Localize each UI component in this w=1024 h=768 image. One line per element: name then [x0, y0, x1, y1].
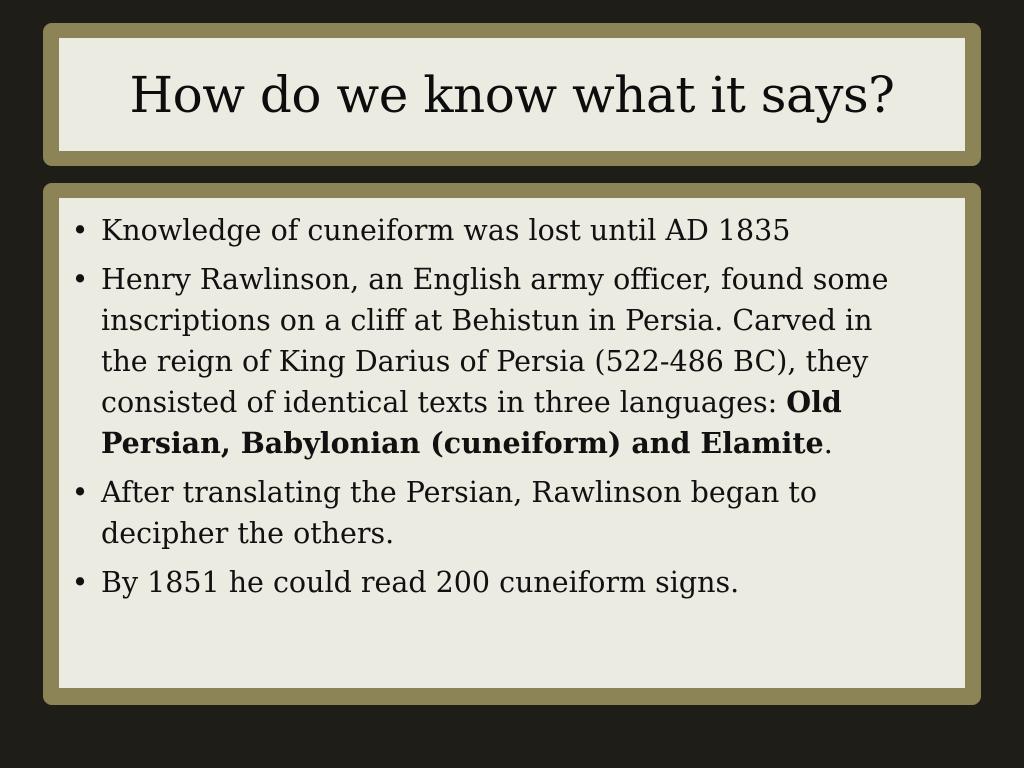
bullet-item — [59, 472, 919, 554]
bullet-text: Knowledge of cuneiform was lost until AD 1835 — [101, 214, 791, 247]
bullet-item — [59, 562, 919, 603]
bullet-text: By 1851 he could read 200 cuneiform signs. — [101, 566, 740, 599]
bullet-text-end: . — [823, 427, 833, 460]
bullet-bold-text: Old Persian, Babylonian (cuneiform) and Elamite — [101, 385, 842, 460]
slide-title: How do we know what it says? — [129, 65, 895, 124]
bullet-text: Henry Rawlinson, an English army officer, found some inscriptions on a cliff at Behistun in Persia. Carved in the reign of King Darius of Persia (522-486 BC), they consisted of identical texts in three languages: — [101, 263, 889, 419]
bullet-icon: • — [71, 263, 89, 296]
bullet-icon: • — [71, 214, 89, 247]
content-panel — [59, 198, 965, 688]
bullet-icon: • — [71, 566, 89, 599]
title-panel — [59, 38, 965, 151]
bullet-item — [59, 259, 919, 464]
bullet-list — [59, 210, 919, 611]
bullet-item — [59, 210, 919, 251]
bullet-text: After translating the Persian, Rawlinson began to decipher the others. — [101, 476, 817, 550]
bullet-icon: • — [71, 476, 89, 509]
